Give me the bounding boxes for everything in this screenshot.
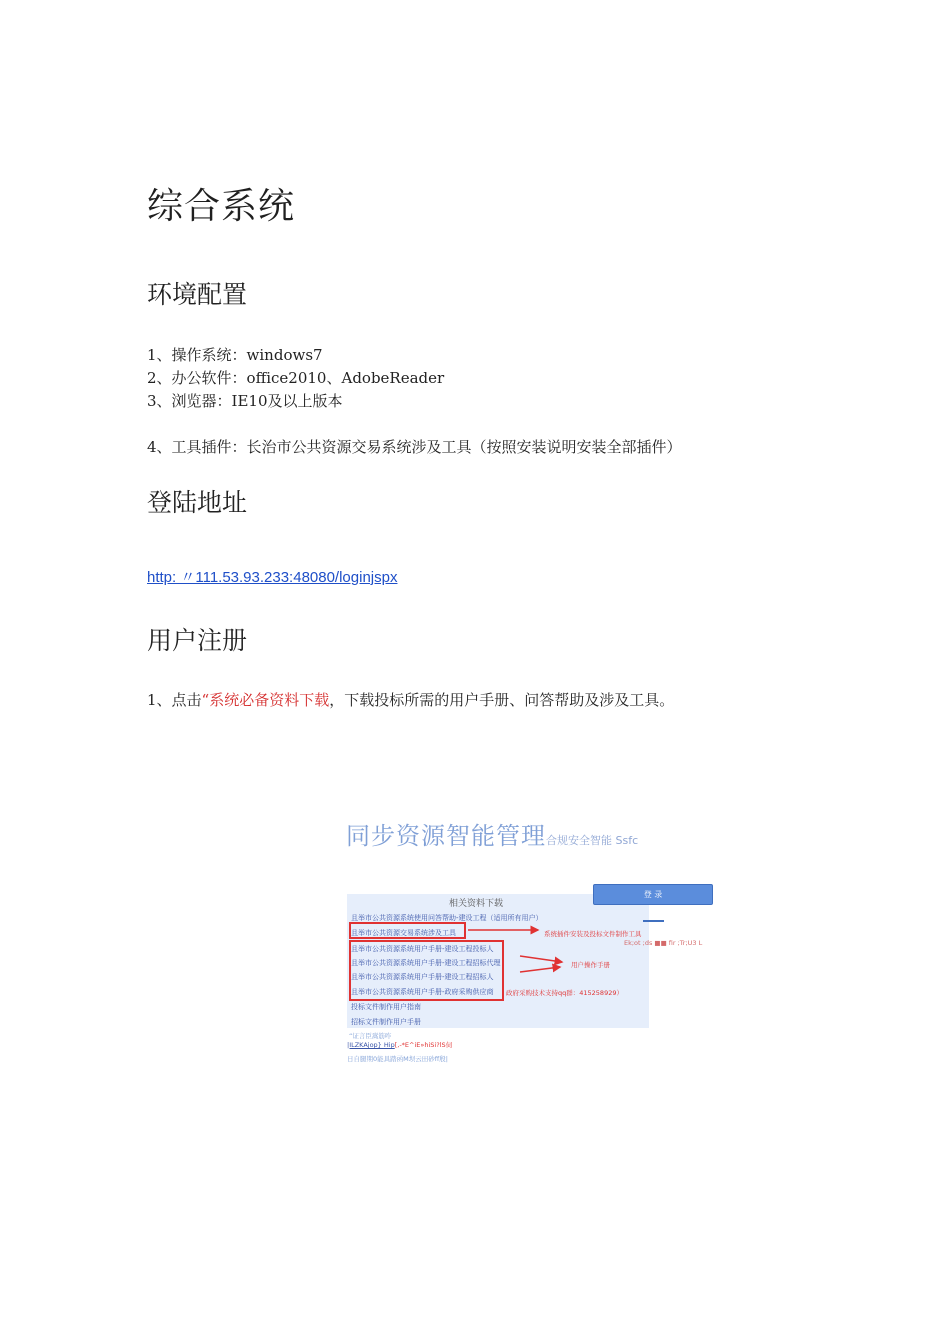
login-url-link[interactable]: http: 〃111.53.93.233:48080/loginjspx [147,569,398,586]
env-item-office: 2、办公软件：office2010、AdobeReader [147,369,445,387]
footer-line-1: “证言臣嵩筋咋 [349,1032,392,1040]
document-title: 综合系统 [147,186,296,227]
download-panel-title: 相关资料下载 [448,899,503,909]
section-heading-environment: 环境配置 [147,280,248,309]
login-button[interactable]: 登 录 [593,884,713,905]
download-item[interactable]: 且举市公共资源交易系统涉及工具 [351,929,456,937]
env-item-browser: 3、浏览器：IE10及以上版本 [147,392,343,410]
arrow-to-manual-note-2 [520,967,560,972]
arrow-to-manual-note-1 [520,956,562,962]
download-item[interactable]: 且举市公共资源系统用户手册-建设工程招标代理 [351,959,501,967]
footer-line-2-red: [,-*E^iE»hiSi?lS伺 [394,1041,453,1049]
env-item-tools: 4、工具插件：长治市公共资源交易系统涉及工具（按照安装说明安装全部插件） [147,438,682,456]
registration-step-prefix: 1、点击 [147,691,202,709]
screenshot-title-sub: 合规安全智能 Ssfc [546,834,639,847]
footer-line-2 [347,1040,452,1049]
section-heading-login-address: 登陆地址 [147,488,248,517]
screenshot-title-main: 同步资源智能管理 [346,822,546,850]
note-manual: 用户操作手册 [571,961,610,969]
download-item[interactable]: 投标文件制作用户指南 [351,1003,421,1011]
download-item[interactable]: 且举市公共资源系统用户手册-建设工程招标人 [351,973,494,981]
registration-step-suffix: ，下载投标所需的用户手册、问答帮助及涉及工具。 [329,691,675,709]
note-support-qq: 政府采购技术支持qq群：415258929） [506,989,623,997]
section-heading-user-registration: 用户注册 [147,626,248,655]
download-item[interactable]: 且举市公共资源系统使用问答帮助-建设工程（适用所有用户） [351,914,543,922]
note-tools: 系统插件安装及投标文件制作工具 [544,930,642,938]
footer-line-2-blue: |ILZKAjop} Hip [347,1041,395,1049]
download-item[interactable]: 招标文件制作用户手册 [351,1018,421,1026]
download-item[interactable]: 且举市公共资源系统用户手册-政府采购供应商 [351,988,494,996]
env-item-os: 1、操作系统：windows7 [147,346,323,364]
registration-step-highlight: “系统必备资料下载 [201,691,330,709]
download-item[interactable]: 且举市公共资源系统用户手册-建设工程投标人 [351,945,494,953]
footer-line-3: 日自腿期0能具踏函M坝云田砂ff殷| [347,1055,448,1063]
side-text: Ek;ot ;ds ■■ fir ;Tr;U3 L [624,939,703,947]
decorative-dash [643,920,664,922]
